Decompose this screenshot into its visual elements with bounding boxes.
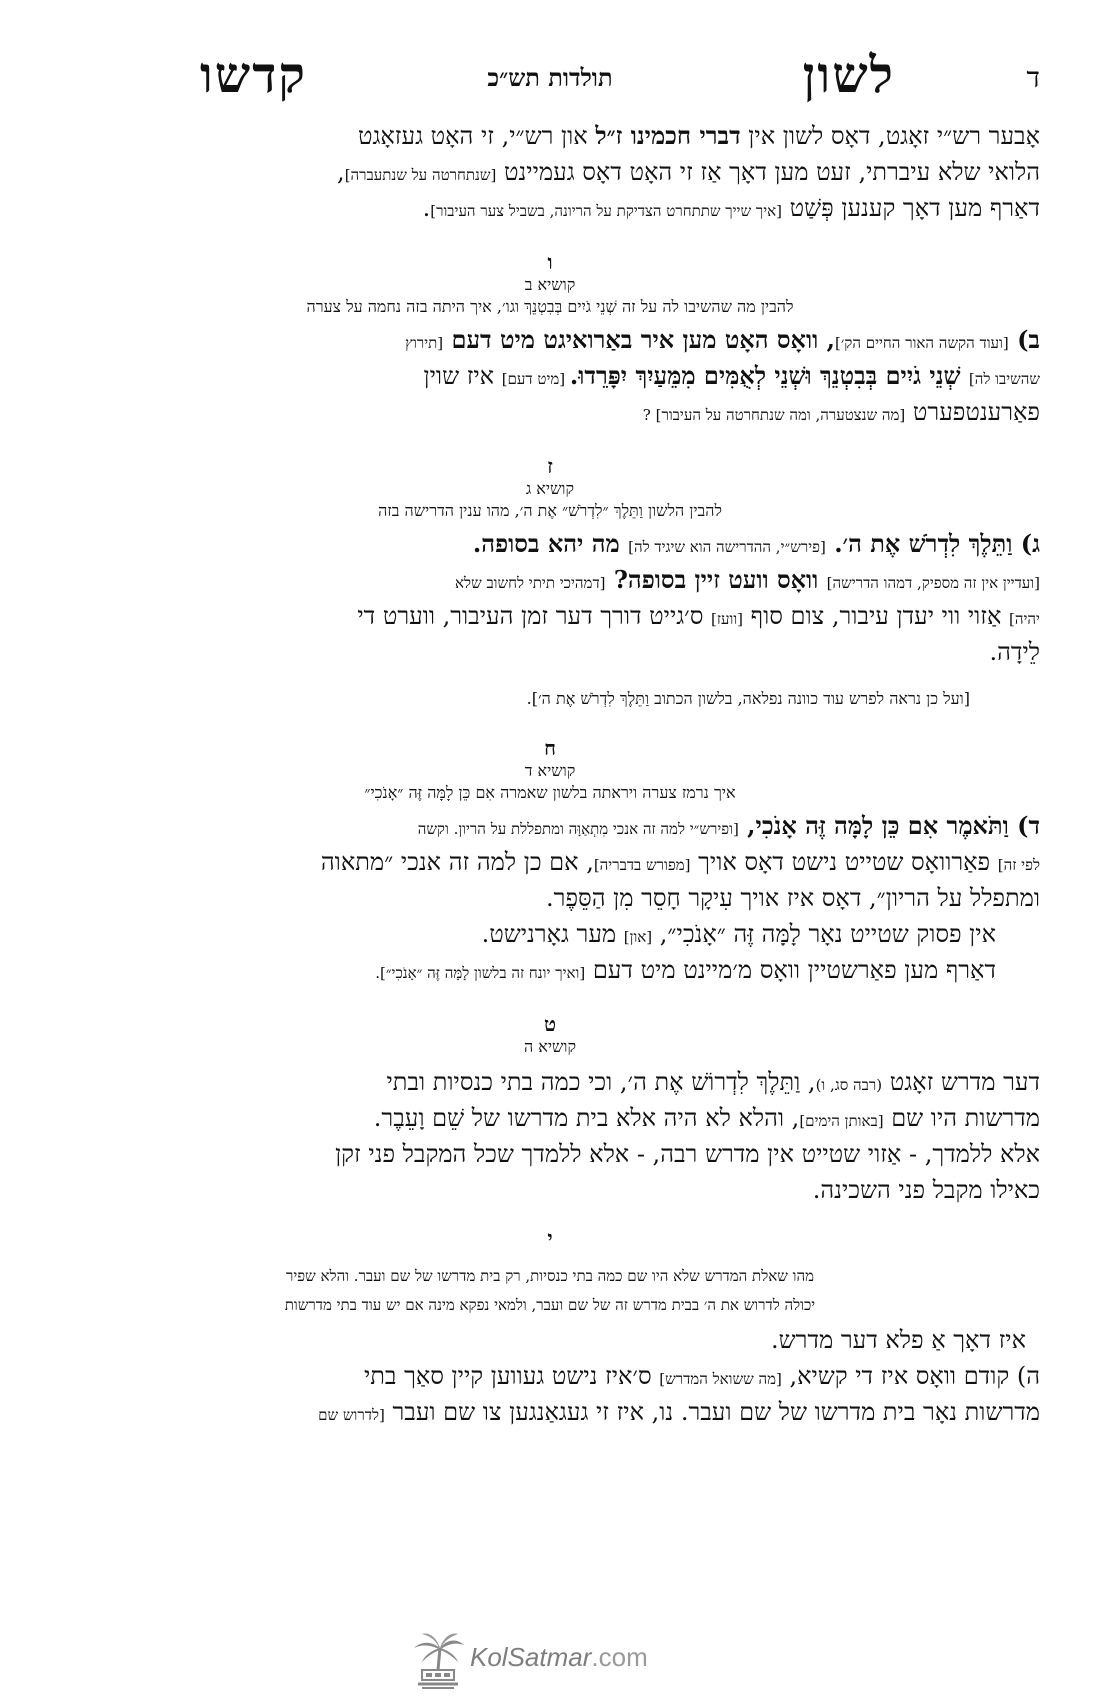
header-title-right: לשון (802, 45, 895, 104)
intro-line-1: אָבער רש״י זאָגט, דאָס לשון אין דברי חכמינו ז״ל און רש״י, זי האָט געזאָגט (357, 121, 1040, 150)
paragraph-line: פאַרענטפערט [מה שנצטערה, ומה שנתחרטה על העיבור] ? (642, 398, 1040, 426)
section-note: יכולה לדרוש את ה׳ בבית מדרש זה של שם ועבר, ולמאי נפקא מינה אם יש עוד בתי מדרשות (284, 1296, 816, 1314)
paragraph-line: ד) וַתֹּאמֶר אִם כֵּן לָמָּה זֶּה אָנֹכִי, [ופירש״י למה זה אנכי מִתְאַוָּה ומתפללת על הריון. וקשה (417, 811, 1040, 840)
paragraph-line: מדרשות היו שם [באותן הימים], והלא לא היה אלא בית מדרשו של שֵׁם וָעֵבֶר. (373, 1104, 1040, 1132)
paragraph-line: כאילו מקבל פני השכינה. (812, 1176, 1040, 1204)
section-letter: ט (543, 1012, 557, 1036)
section-subtitle: להבין הלשון וַתֵּלֶךְ ״לִדְרֹשׁ״ אֶת ה׳, מהו ענין הדרישה בזה (378, 501, 722, 520)
section-letter: ח (544, 736, 556, 760)
paragraph-line: ומתפלל על הריון״, דאָס איז אויך עִיקָר חָסֵר מִן הַסֵּפֶר. (546, 884, 1040, 912)
paragraph-line: איז דאָך אַ פלא דער מדרש. (771, 1326, 1026, 1354)
section-subtitle: להבין מה שהשיבו לה על זה שְׁנֵי גֹיִים בְּבִטְנֵךְ וגו׳, איך היתה בזה נחמה על צערה (306, 297, 794, 316)
kushya-heading: קושיא ה (523, 1037, 577, 1056)
kushya-heading: קושיא ג (525, 479, 575, 498)
site-logo (0, 1626, 1100, 1696)
page-number: ד (1026, 61, 1040, 94)
paragraph-line: אלא ללמדך, - אַזוי שטייט אין מדרש רבה, - אלא ללמדך שכל המקבל פני זקן (335, 1140, 1040, 1168)
paragraph-line: דער מדרש זאָגט (רבה סג, ו), וַתֵּלֶךְ לִדְרוֹשׁ אֶת ה׳, וכי כמה בתי כנסיות ובתי (386, 1068, 1040, 1096)
palm-tree-icon (408, 1630, 468, 1692)
header-title-left: קדשו (200, 45, 307, 104)
paragraph-line: ב) [ועוד הקשה האור החיים הק׳], וואָס האָט מען איר באַרואיגט מיט דעם [תירוץ (405, 325, 1040, 354)
section-letter: י (547, 1226, 553, 1250)
kushya-heading: קושיא ד (524, 761, 576, 780)
section-letter: ז (547, 454, 553, 478)
paragraph-line: ה) קודם וואָס איז די קשיא, [מה ששואל המדרש] ס׳איז נישט געווען קיין סאַך בתי (363, 1362, 1040, 1390)
paragraph-line: אין פסוק שטייט נאָר לָמָּה זֶּה ״אָנֹכִי״, [און] מער גאָרנישט. (481, 920, 996, 948)
paragraph-line: ג) וַתֵּלֶךְ לִדְרֹשׁ אֶת ה׳. [פירש״י, ההדרישה הוא שיגיד לה] מה יהא בסופה. (472, 529, 1040, 558)
paragraph-line: לֵידָה. (989, 638, 1040, 666)
intro-line-3: דאַרף מען דאָך קענען פְּשַׁט [איך שייך שתתחרט הצדיקת על הריונה, בשביל צער העיבור]. (422, 194, 1040, 222)
page-header (60, 45, 1040, 105)
paragraph-line: שהשיבו לה] שְׁנֵי גֹיִים בְּבִטְנֵךְ וּשְׁנֵי לְאֻמִּים מִמֵּעַיִךְ יִפָּרֵדוּ. [מיט דעם] איז שוין (423, 361, 1040, 390)
page-content (60, 118, 1040, 1430)
paragraph-line: דאַרף מען פאַרשטיין וואָס מ׳מיינט מיט דעם [ואיך יונח זה בלשון לָמָּה זֶּה ״אָנֹכִי״]. (375, 956, 996, 984)
section-note: מהו שאלת המדרש שלא היו שם כמה בתי כנסיות, רק בית מדרשו של שם ועבר. והלא שפיר (286, 1267, 814, 1285)
header-parsha: תולדות תש״כ (487, 63, 613, 92)
paragraph-line: [ועדיין אין זה מספיק, דמהו הדרישה] וואָס וועט זיין בסופה? [דמהיכי תיתי לחשוב שלא (455, 565, 1040, 594)
kushya-heading: קושיא ב (524, 275, 576, 294)
paragraph-line: לפי זה] פאַרוואָס שטייט נישט דאָס אויך [מפורש בדבריה], אם כן למה זה אנכי ״מתאוה (320, 848, 1040, 876)
paragraph-line: יהיה] אַזוי ווי יעדן עיבור, צום סוף [וועז] ס׳גייט דורך דער זמן העיבור, ווערט די (357, 602, 1040, 630)
paragraph-line: מדרשות נאָר בית מדרשו של שם ועבר. נו, איז זי געגאַנגען צו שם ועבר [לדרוש שם (318, 1398, 1040, 1426)
logo-text: KolSatmar.com (470, 1642, 648, 1672)
section-letter: ו (547, 250, 553, 274)
intro-line-2: הלואי שלא עיברתי, זעט מען דאָך אַז זי האָט דאָס געמיינט [שנתחרטה על שנתעברה], (337, 158, 1040, 186)
section-subtitle: איך נרמז צערה ויראתה בלשון שאמרה אִם כֵּן לָמָּה זֶּה ״אָנֹכִי״ (364, 783, 736, 802)
section-note: [ועל כן נראה לפרש עוד כוונה נפלאה, בלשון הכתוב וַתֵּלֶךְ לִדְרֹשׁ אֶת ה׳]. (526, 689, 970, 708)
